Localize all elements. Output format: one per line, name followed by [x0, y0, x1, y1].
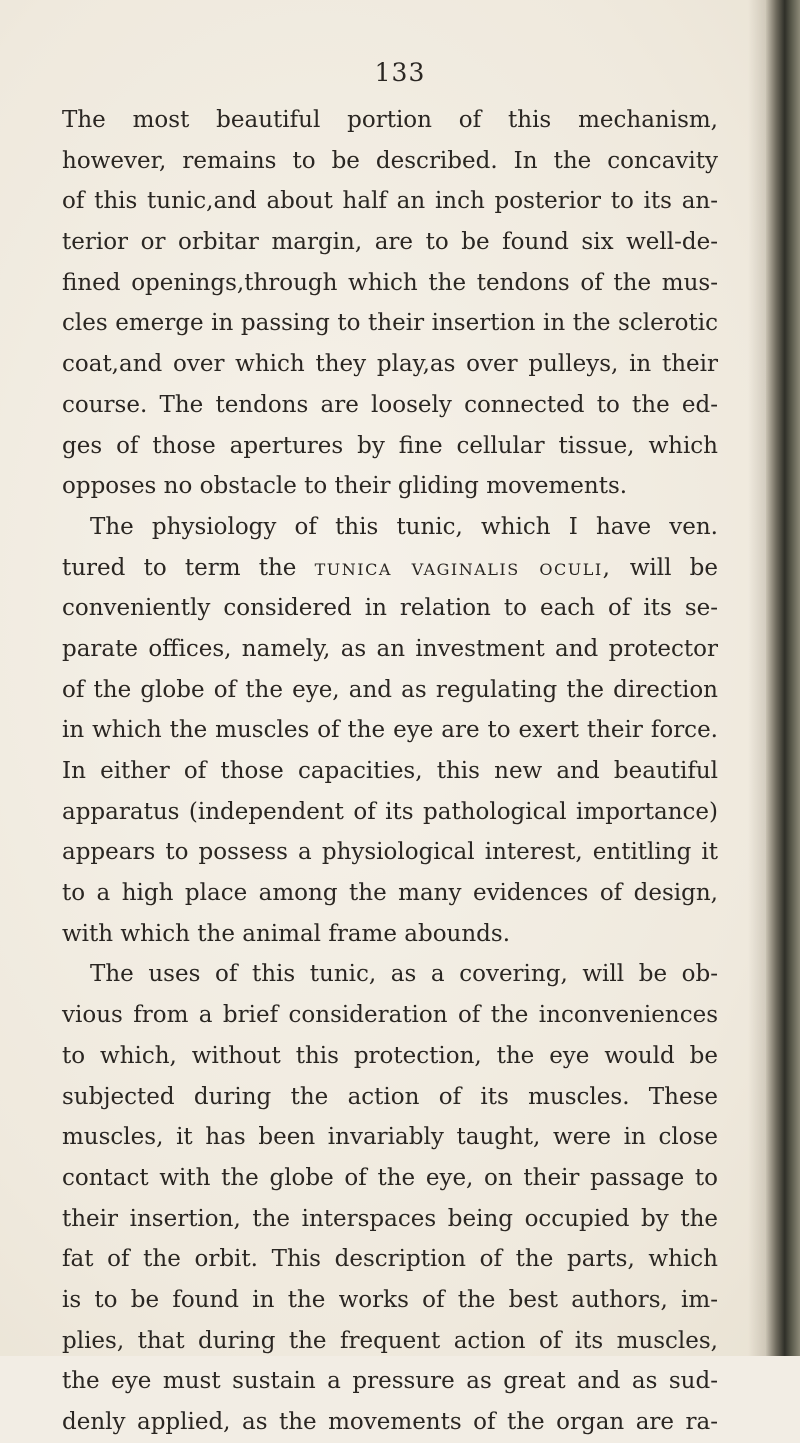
- body-text: [62, 100, 718, 1443]
- text-line: appears to possess a physiological interest, entitling it: [62, 839, 718, 866]
- text-line: conveniently considered in relation to each of its se-: [62, 595, 718, 622]
- text-line: ges of those apertures by fine cellular tissue, which: [62, 432, 718, 459]
- text-line: coat,and over which they play,as over pulleys, in their: [62, 351, 718, 378]
- text-line: to which, without this protection, the eye would be: [62, 1042, 718, 1069]
- text-line: of this tunic,and about half an inch posterior to its an-: [62, 188, 718, 215]
- text-line: their insertion, the interspaces being occupied by the: [62, 1205, 718, 1232]
- text-line: with which the animal frame abounds.: [62, 920, 511, 947]
- text-line: apparatus (independent of its pathological importance): [62, 798, 718, 825]
- text-line: cles emerge in passing to their insertion in the sclerotic: [62, 310, 718, 337]
- text-line: to a high place among the many evidences of design,: [62, 880, 718, 907]
- text-line: vious from a brief consideration of the inconveniences: [62, 1002, 718, 1029]
- text-line-with-term: [62, 548, 718, 589]
- text-line: in which the muscles of the eye are to exert their force.: [62, 717, 718, 744]
- text-line: is to be found in the works of the best authors, im-: [62, 1286, 718, 1313]
- text-line: parate offices, namely, as an investment and protector: [62, 635, 718, 662]
- text-line: course. The tendons are loosely connected to the ed-: [62, 391, 718, 418]
- text-line: subjected during the action of its muscles. These: [62, 1083, 718, 1110]
- text-line: plies, that during the frequent action of its muscles,: [62, 1327, 718, 1354]
- text-line: The most beautiful portion of this mechanism,: [62, 107, 718, 133]
- text-line: muscles, it has been invariably taught, were in close: [62, 1124, 718, 1151]
- latin-term: tunica vaginalis oculi,: [314, 554, 612, 581]
- text-line: terior or orbitar margin, are to be found six well-de-: [62, 229, 718, 256]
- text-line: of the globe of the eye, and as regulating the direction: [62, 676, 718, 703]
- text-line: opposes no obstacle to their gliding movements.: [62, 473, 628, 500]
- text-line: fat of the orbit. This description of the parts, which: [62, 1246, 718, 1273]
- text-line: fined openings,through which the tendons of the mus-: [62, 269, 718, 296]
- binding-shadow: [748, 0, 766, 1356]
- text-line: The uses of this tunic, as a covering, will be ob-: [90, 961, 718, 988]
- text-line: The physiology of this tunic, which I have ven.: [90, 513, 718, 540]
- text-line-lead: tured to term the: [62, 554, 315, 581]
- text-line: the eye must sustain a pressure as great and as sud-: [62, 1368, 718, 1395]
- text-line: contact with the globe of the eye, on their passage to: [62, 1164, 718, 1191]
- book-binding-edge: [766, 0, 800, 1356]
- text-line-tail: will be: [611, 554, 718, 581]
- text-line: denly applied, as the movements of the organ are ra-: [62, 1409, 718, 1435]
- text-line: however, remains to be described. In the concavity: [62, 147, 718, 174]
- text-line: In either of those capacities, this new and beautiful: [62, 758, 718, 784]
- page-number: 133: [374, 58, 426, 87]
